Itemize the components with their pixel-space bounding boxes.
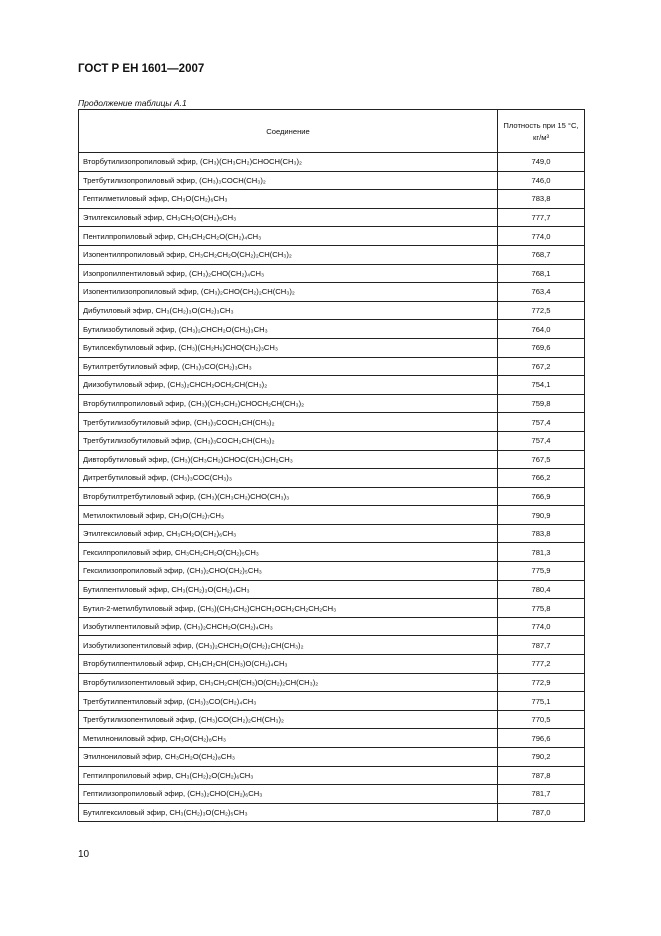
density-cell: 781,3	[498, 543, 585, 562]
table-row	[79, 692, 585, 711]
table-row	[79, 506, 585, 525]
table-row	[79, 338, 585, 357]
table-row	[79, 413, 585, 432]
compound-cell: Гексилизопропиловый эфир, (CH₃)₂CHO(CH₂)₅CH₃	[79, 562, 498, 581]
table-row	[79, 599, 585, 618]
table-body	[79, 153, 585, 822]
compound-cell: Этилгексиловый эфир, CH₃CH₂O(CH₂)₆CH₃	[79, 524, 498, 543]
table-row	[79, 655, 585, 674]
table-row	[79, 376, 585, 395]
density-cell: 768,7	[498, 245, 585, 264]
compound-cell: Вторбутилпентиловый эфир, CH₃CH₂CH(CH₃)O(CH₂)₄CH₃	[79, 655, 498, 674]
compound-cell: Дитретбутиловый эфир, (CH₃)₃COC(CH₃)₃	[79, 469, 498, 488]
table-row	[79, 245, 585, 264]
table-row	[79, 264, 585, 283]
density-cell: 772,5	[498, 301, 585, 320]
density-cell: 764,0	[498, 320, 585, 339]
table-row	[79, 394, 585, 413]
density-cell: 749,0	[498, 153, 585, 172]
density-cell: 769,6	[498, 338, 585, 357]
density-cell: 781,7	[498, 785, 585, 804]
compound-cell: Этилнониловый эфир, CH₃CH₂O(CH₂)₈CH₃	[79, 748, 498, 767]
compound-cell: Бутилизобутиловый эфир, (CH₃)₂CHCH₂O(CH₂)₃CH₃	[79, 320, 498, 339]
density-cell: 768,1	[498, 264, 585, 283]
compound-cell: Вторбутилтретбутиловый эфир, (CH₃)(CH₃CH₂)CHO(CH₃)₃	[79, 487, 498, 506]
density-cell: 790,9	[498, 506, 585, 525]
table-row	[79, 580, 585, 599]
density-cell: 757,4	[498, 413, 585, 432]
table-row	[79, 785, 585, 804]
density-cell: 770,5	[498, 710, 585, 729]
table-row	[79, 673, 585, 692]
density-cell: 780,4	[498, 580, 585, 599]
compound-cell: Третбутилизобутиловый эфир, (CH₃)₃COCH₂CH(CH₃)₂	[79, 431, 498, 450]
table-row	[79, 153, 585, 172]
column-header-density	[498, 110, 585, 153]
compound-cell: Гексилпропиловый эфир, CH₃CH₂CH₂O(CH₂)₅CH₃	[79, 543, 498, 562]
density-cell: 787,7	[498, 636, 585, 655]
density-cell: 766,2	[498, 469, 585, 488]
density-cell: 772,9	[498, 673, 585, 692]
compound-cell: Дибутиловый эфир, CH₃(CH₂)₃O(CH₂)₃CH₃	[79, 301, 498, 320]
table-row	[79, 562, 585, 581]
document-header: ГОСТ Р ЕН 1601—2007	[78, 63, 205, 75]
density-cell: 787,0	[498, 803, 585, 822]
compound-cell: Бутилсекбутиловый эфир, (CH₃)(CH₂H₅)CHO(CH₂)₃CH₃	[79, 338, 498, 357]
table-row	[79, 729, 585, 748]
density-cell: 767,2	[498, 357, 585, 376]
compound-cell: Третбутилизопропиловый эфир, (CH₃)₃COCH(CH₃)₂	[79, 171, 498, 190]
page-number: 10	[78, 849, 90, 860]
compound-cell: Дивторбутиловый эфир, (CH₃)(CH₃CH₂)CHOC(CH₃)CH₂CH₃	[79, 450, 498, 469]
table-row	[79, 617, 585, 636]
density-cell: 754,1	[498, 376, 585, 395]
table-row	[79, 636, 585, 655]
table-row	[79, 487, 585, 506]
compound-cell: Изопропилпентиловый эфир, (CH₃)₂CHO(CH₂)₄CH₃	[79, 264, 498, 283]
compound-cell: Гептилметиловый эфир, CH₃O(CH₂)₆CH₃	[79, 190, 498, 209]
table-row	[79, 748, 585, 767]
table-header-row	[79, 110, 585, 153]
table-row	[79, 320, 585, 339]
compound-cell: Бутил-2-метилбутиловый эфир, (CH₃)(CH₃CH₂)CHCH₂OCH₂CH₂CH₂CH₃	[79, 599, 498, 618]
compound-cell: Изобутилпентиловый эфир, (CH₃)₂CHCH₂O(CH₂)₄CH₃	[79, 617, 498, 636]
table-row	[79, 208, 585, 227]
table-caption: Продолжение таблицы А.1	[78, 98, 187, 108]
density-cell: 766,9	[498, 487, 585, 506]
table-row	[79, 190, 585, 209]
density-cell: 790,2	[498, 748, 585, 767]
table-row	[79, 450, 585, 469]
density-cell: 775,1	[498, 692, 585, 711]
compound-cell: Бутилтретбутиловый эфир, (CH₃)₃CO(CH₂)₃CH₃	[79, 357, 498, 376]
compound-cell: Бутилгексиловый эфир, CH₃(CH₂)₃O(CH₂)₅CH₃	[79, 803, 498, 822]
compound-cell: Изопентилизопропиловый эфир, (CH₃)₂CHO(CH₂)₂CH(CH₃)₂	[79, 283, 498, 302]
table-row	[79, 469, 585, 488]
density-cell: 775,9	[498, 562, 585, 581]
density-cell: 774,0	[498, 227, 585, 246]
density-cell: 796,6	[498, 729, 585, 748]
table-row	[79, 766, 585, 785]
compound-cell: Вторбутилпропиловый эфир, (CH₃)(CH₃CH₂)CHOCH₂CH(CH₃)₂	[79, 394, 498, 413]
density-cell: 783,8	[498, 190, 585, 209]
table-row	[79, 543, 585, 562]
compound-cell: Метилоктиловый эфир, CH₃O(CH₂)₇CH₃	[79, 506, 498, 525]
density-cell: 763,4	[498, 283, 585, 302]
density-cell: 777,7	[498, 208, 585, 227]
density-cell: 787,8	[498, 766, 585, 785]
compound-cell: Гептилизопропиловый эфир, (CH₃)₂CHO(CH₂)₆CH₃	[79, 785, 498, 804]
compound-cell: Этилгексиловый эфир, CH₃CH₂O(CH₂)₅CH₃	[79, 208, 498, 227]
density-cell: 783,8	[498, 524, 585, 543]
compound-cell: Пентилпропиловый эфир, CH₃CH₂CH₂O(CH₂)₄CH₃	[79, 227, 498, 246]
density-cell: 746,0	[498, 171, 585, 190]
density-cell: 757,4	[498, 431, 585, 450]
compound-cell: Третбутилизопентиловый эфир, (CH₃)CO(CH₂)₂CH(CH₃)₂	[79, 710, 498, 729]
table-row	[79, 357, 585, 376]
density-table	[78, 109, 585, 822]
density-cell: 777,2	[498, 655, 585, 674]
column-header-compound: Соединение	[79, 110, 498, 153]
compound-cell: Метилнониловый эфир, CH₃O(CH₂)₈CH₃	[79, 729, 498, 748]
density-header-line2: кг/м³	[533, 132, 549, 142]
table-row	[79, 524, 585, 543]
table-row	[79, 710, 585, 729]
compound-cell: Вторбутилизопропиловый эфир, (CH₃)(CH₃CH₂)CHOCH(CH₃)₂	[79, 153, 498, 172]
compound-cell: Вторбутилизопентиловый эфир, CH₃CH₂CH(CH₃)O(CH₂)₂CH(CH₃)₂	[79, 673, 498, 692]
density-cell: 759,8	[498, 394, 585, 413]
table-row	[79, 227, 585, 246]
density-cell: 767,5	[498, 450, 585, 469]
table-row	[79, 431, 585, 450]
compound-cell: Бутилпентиловый эфир, CH₃(CH₂)₃O(CH₂)₄CH₃	[79, 580, 498, 599]
compound-cell: Гептилпропиловый эфир, CH₃(CH₂)₂O(CH₂)₆CH₃	[79, 766, 498, 785]
table-row	[79, 283, 585, 302]
density-cell: 774,0	[498, 617, 585, 636]
table-row	[79, 803, 585, 822]
compound-cell: Диизобутиловый эфир, (CH₃)₂CHCH₂OCH₂CH(CH₃)₂	[79, 376, 498, 395]
compound-cell: Изобутилизопентиловый эфир, (CH₃)₂CHCH₂O(CH₂)₂CH(CH₃)₂	[79, 636, 498, 655]
table-row	[79, 301, 585, 320]
table-row	[79, 171, 585, 190]
compound-cell: Третбутилпентиловый эфир, (CH₃)₃CO(CH₂)₄CH₃	[79, 692, 498, 711]
density-cell: 775,8	[498, 599, 585, 618]
compound-cell: Изопентилпропиловый эфир, CH₃CH₂CH₂O(CH₂)₂CH(CH₃)₂	[79, 245, 498, 264]
compound-cell: Третбутилизобутиловый эфир, (CH₃)₃COCH₂CH(CH₃)₂	[79, 413, 498, 432]
density-header-line1: Плотность при 15 °С,	[503, 120, 579, 130]
